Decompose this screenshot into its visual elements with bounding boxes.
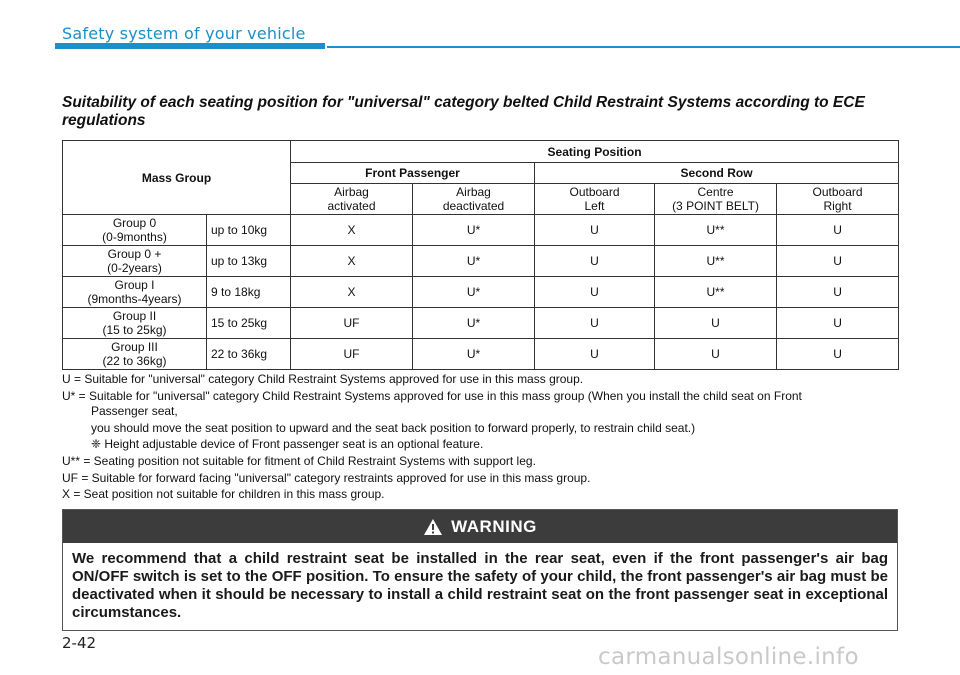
airbag-off-cell: U*	[413, 215, 535, 246]
group-cell: Group 0 + (0-2years)	[63, 246, 207, 277]
range-cell: 9 to 18kg	[207, 277, 291, 308]
airbag-on-cell: X	[291, 215, 413, 246]
group-cell: Group I (9months-4years)	[63, 277, 207, 308]
outboard-right-cell: U	[777, 308, 899, 339]
outboard-right-cell: U	[777, 246, 899, 277]
airbag-on-cell: X	[291, 277, 413, 308]
airbag-on-cell: UF	[291, 339, 413, 370]
airbag-on-cell: X	[291, 246, 413, 277]
table-row	[63, 339, 899, 370]
outboard-left-cell: U	[535, 339, 655, 370]
outboard-left-cell: U	[535, 277, 655, 308]
warning-text: We recommend that a child restraint seat be installed in the rear seat, even if the front passenger's air bag ON/OFF switch is set to the OFF position. To ensure the safety of your child, the front passenger's air bag must be deactivated when it should be necessary to install a child restraint seat on the front passenger seat in exceptional circumstances.	[72, 550, 888, 621]
airbag-off-cell: U*	[413, 308, 535, 339]
page-number: 2-42	[62, 634, 97, 652]
table-row	[63, 246, 899, 277]
legend-u-star-cont: you should move the seat position to upward and the seat back position to forward properly, to restrain child seat.)	[91, 420, 696, 435]
seating-position-header: Seating Position	[291, 141, 899, 163]
group-cell: Group 0 (0-9months)	[63, 215, 207, 246]
header-accent-bar	[55, 43, 325, 49]
outboard-left-header: Outboard Left	[535, 184, 655, 215]
airbag-on-cell: UF	[291, 308, 413, 339]
outboard-right-cell: U	[777, 277, 899, 308]
airbag-off-cell: U*	[413, 339, 535, 370]
warning-header	[63, 510, 897, 543]
legend-u-double-star: U** = Seating position not suitable for fitment of Child Restraint Systems with support leg.	[62, 453, 536, 468]
second-row-header: Second Row	[535, 163, 899, 184]
centre-cell: U**	[655, 215, 777, 246]
outboard-right-cell: U	[777, 339, 899, 370]
airbag-off-cell: U*	[413, 246, 535, 277]
header-rule	[327, 46, 960, 48]
legend-u-star: U* = Suitable for "universal" category Child Restraint Systems approved for use in this mass group (When you install the child seat on Front Passenger seat,	[62, 388, 802, 419]
outboard-right-header: Outboard Right	[777, 184, 899, 215]
outboard-left-cell: U	[535, 246, 655, 277]
table-row	[63, 277, 899, 308]
centre-cell: U	[655, 339, 777, 370]
centre-cell: U**	[655, 277, 777, 308]
group-cell: Group III (22 to 36kg)	[63, 339, 207, 370]
header-title: Safety system of your vehicle	[62, 24, 306, 43]
centre-cell: U	[655, 308, 777, 339]
warning-box	[62, 509, 898, 631]
airbag-activated-header: Airbag activated	[291, 184, 413, 215]
front-passenger-header: Front Passenger	[291, 163, 535, 184]
legend	[62, 372, 892, 504]
centre-cell: U**	[655, 246, 777, 277]
range-cell: up to 13kg	[207, 246, 291, 277]
legend-x: X = Seat position not suitable for children in this mass group.	[62, 487, 385, 502]
outboard-right-cell: U	[777, 215, 899, 246]
outboard-left-cell: U	[535, 215, 655, 246]
seating-suitability-table	[62, 140, 899, 370]
legend-u: U = Suitable for "universal" category Child Restraint Systems approved for use in this mass group.	[62, 372, 584, 386]
legend-u-star-note: ❈ Height adjustable device of Front passenger seat is an optional feature.	[91, 437, 484, 452]
range-cell: 15 to 25kg	[207, 308, 291, 339]
legend-uf: UF = Suitable for forward facing "universal" category restraints approved for use in this mass group.	[62, 470, 591, 485]
warning-triangle-icon	[423, 518, 443, 536]
group-cell: Group II (15 to 25kg)	[63, 308, 207, 339]
centre-header: Centre (3 POINT BELT)	[655, 184, 777, 215]
range-cell: up to 10kg	[207, 215, 291, 246]
section-title: Suitability of each seating position for "universal" category belted Child Restraint Systems according to ECE regulations	[62, 94, 865, 129]
range-cell: 22 to 36kg	[207, 339, 291, 370]
table-row	[63, 215, 899, 246]
airbag-deactivated-header: Airbag deactivated	[413, 184, 535, 215]
airbag-off-cell: U*	[413, 277, 535, 308]
watermark: carmanualsonline.info	[598, 644, 859, 670]
outboard-left-cell: U	[535, 308, 655, 339]
mass-group-header: Mass Group	[63, 141, 291, 215]
table-row	[63, 308, 899, 339]
warning-title: WARNING	[451, 516, 537, 536]
